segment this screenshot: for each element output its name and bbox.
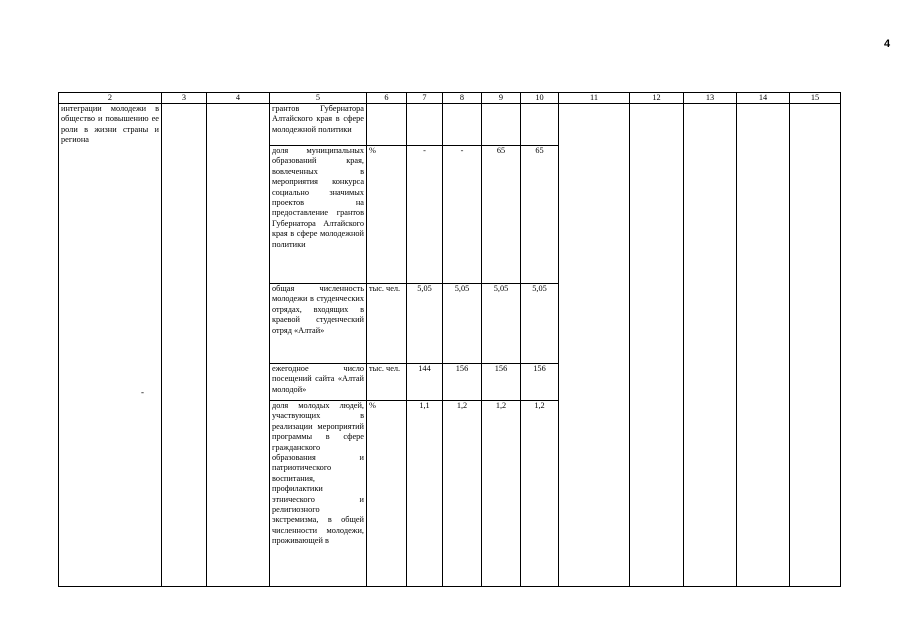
indicator-value: 65 — [521, 146, 559, 284]
empty-cell — [630, 104, 684, 587]
empty-cell — [737, 104, 790, 587]
indicator-value: 156 — [443, 364, 482, 401]
header-cell: 8 — [443, 93, 482, 104]
indicator-value — [482, 104, 521, 146]
indicator-value: 5,05 — [482, 284, 521, 364]
page-number: 4 — [884, 38, 891, 50]
header-cell: 6 — [367, 93, 407, 104]
empty-cell — [790, 104, 841, 587]
header-row — [59, 93, 841, 104]
indicator-value: 1,2 — [482, 401, 521, 587]
header-cell: 7 — [407, 93, 443, 104]
indicator-value: 5,05 — [407, 284, 443, 364]
indicator-name: грантов Губернатора Алтайского края в сфере молодежной политики — [270, 104, 367, 146]
header-cell: 4 — [207, 93, 270, 104]
indicator-unit: % — [367, 401, 407, 587]
indicator-name: доля муниципальных образований края, вовлеченных в мероприятия конкурса социально значимых проектов на предоставление грантов Губернатора Алтайского края в сфере молодежной политики — [270, 146, 367, 284]
indicator-value — [443, 104, 482, 146]
indicator-value: 1,1 — [407, 401, 443, 587]
header-cell: 5 — [270, 93, 367, 104]
indicator-name: ежегодное число посещений сайта «Алтай молодой» — [270, 364, 367, 401]
header-cell: 2 — [59, 93, 162, 104]
header-cell: 14 — [737, 93, 790, 104]
indicator-value: 5,05 — [521, 284, 559, 364]
indicator-unit: тыс. чел. — [367, 284, 407, 364]
header-cell: 11 — [559, 93, 630, 104]
header-cell: 12 — [630, 93, 684, 104]
header-cell: 13 — [684, 93, 737, 104]
empty-cell — [207, 104, 270, 587]
indicator-value: 156 — [482, 364, 521, 401]
header-cell: 3 — [162, 93, 207, 104]
header-cell: 10 — [521, 93, 559, 104]
indicator-unit — [367, 104, 407, 146]
header-cell: 15 — [790, 93, 841, 104]
empty-cell — [162, 104, 207, 587]
stray-mark: - — [141, 387, 144, 397]
empty-cell — [684, 104, 737, 587]
indicator-name: доля молодых людей, участвующих в реализации мероприятий программы в сфере гражданского образования и патриотического воспитания, профилактики этнического и религиозного экстремизма, в общей численности молодежи, проживающей в — [270, 401, 367, 587]
indicator-value: 1,2 — [443, 401, 482, 587]
indicator-table — [58, 92, 841, 587]
indicator-unit: % — [367, 146, 407, 284]
indicator-value: - — [407, 146, 443, 284]
indicator-value: 144 — [407, 364, 443, 401]
indicator-value — [521, 104, 559, 146]
indicator-unit: тыс. чел. — [367, 364, 407, 401]
indicator-value: 5,05 — [443, 284, 482, 364]
empty-cell — [559, 104, 630, 587]
header-cell: 9 — [482, 93, 521, 104]
table-row — [59, 104, 841, 146]
indicator-value: - — [443, 146, 482, 284]
indicator-value — [407, 104, 443, 146]
indicator-value: 156 — [521, 364, 559, 401]
indicator-value: 1,2 — [521, 401, 559, 587]
indicator-value: 65 — [482, 146, 521, 284]
indicator-name: общая численность молодежи в студенческих отрядах, входящих в краевой студенческий отряд «Алтай» — [270, 284, 367, 364]
goal-cell: интеграции молодежи в общество и повышению ее роли в жизни страны и региона — [59, 104, 162, 587]
